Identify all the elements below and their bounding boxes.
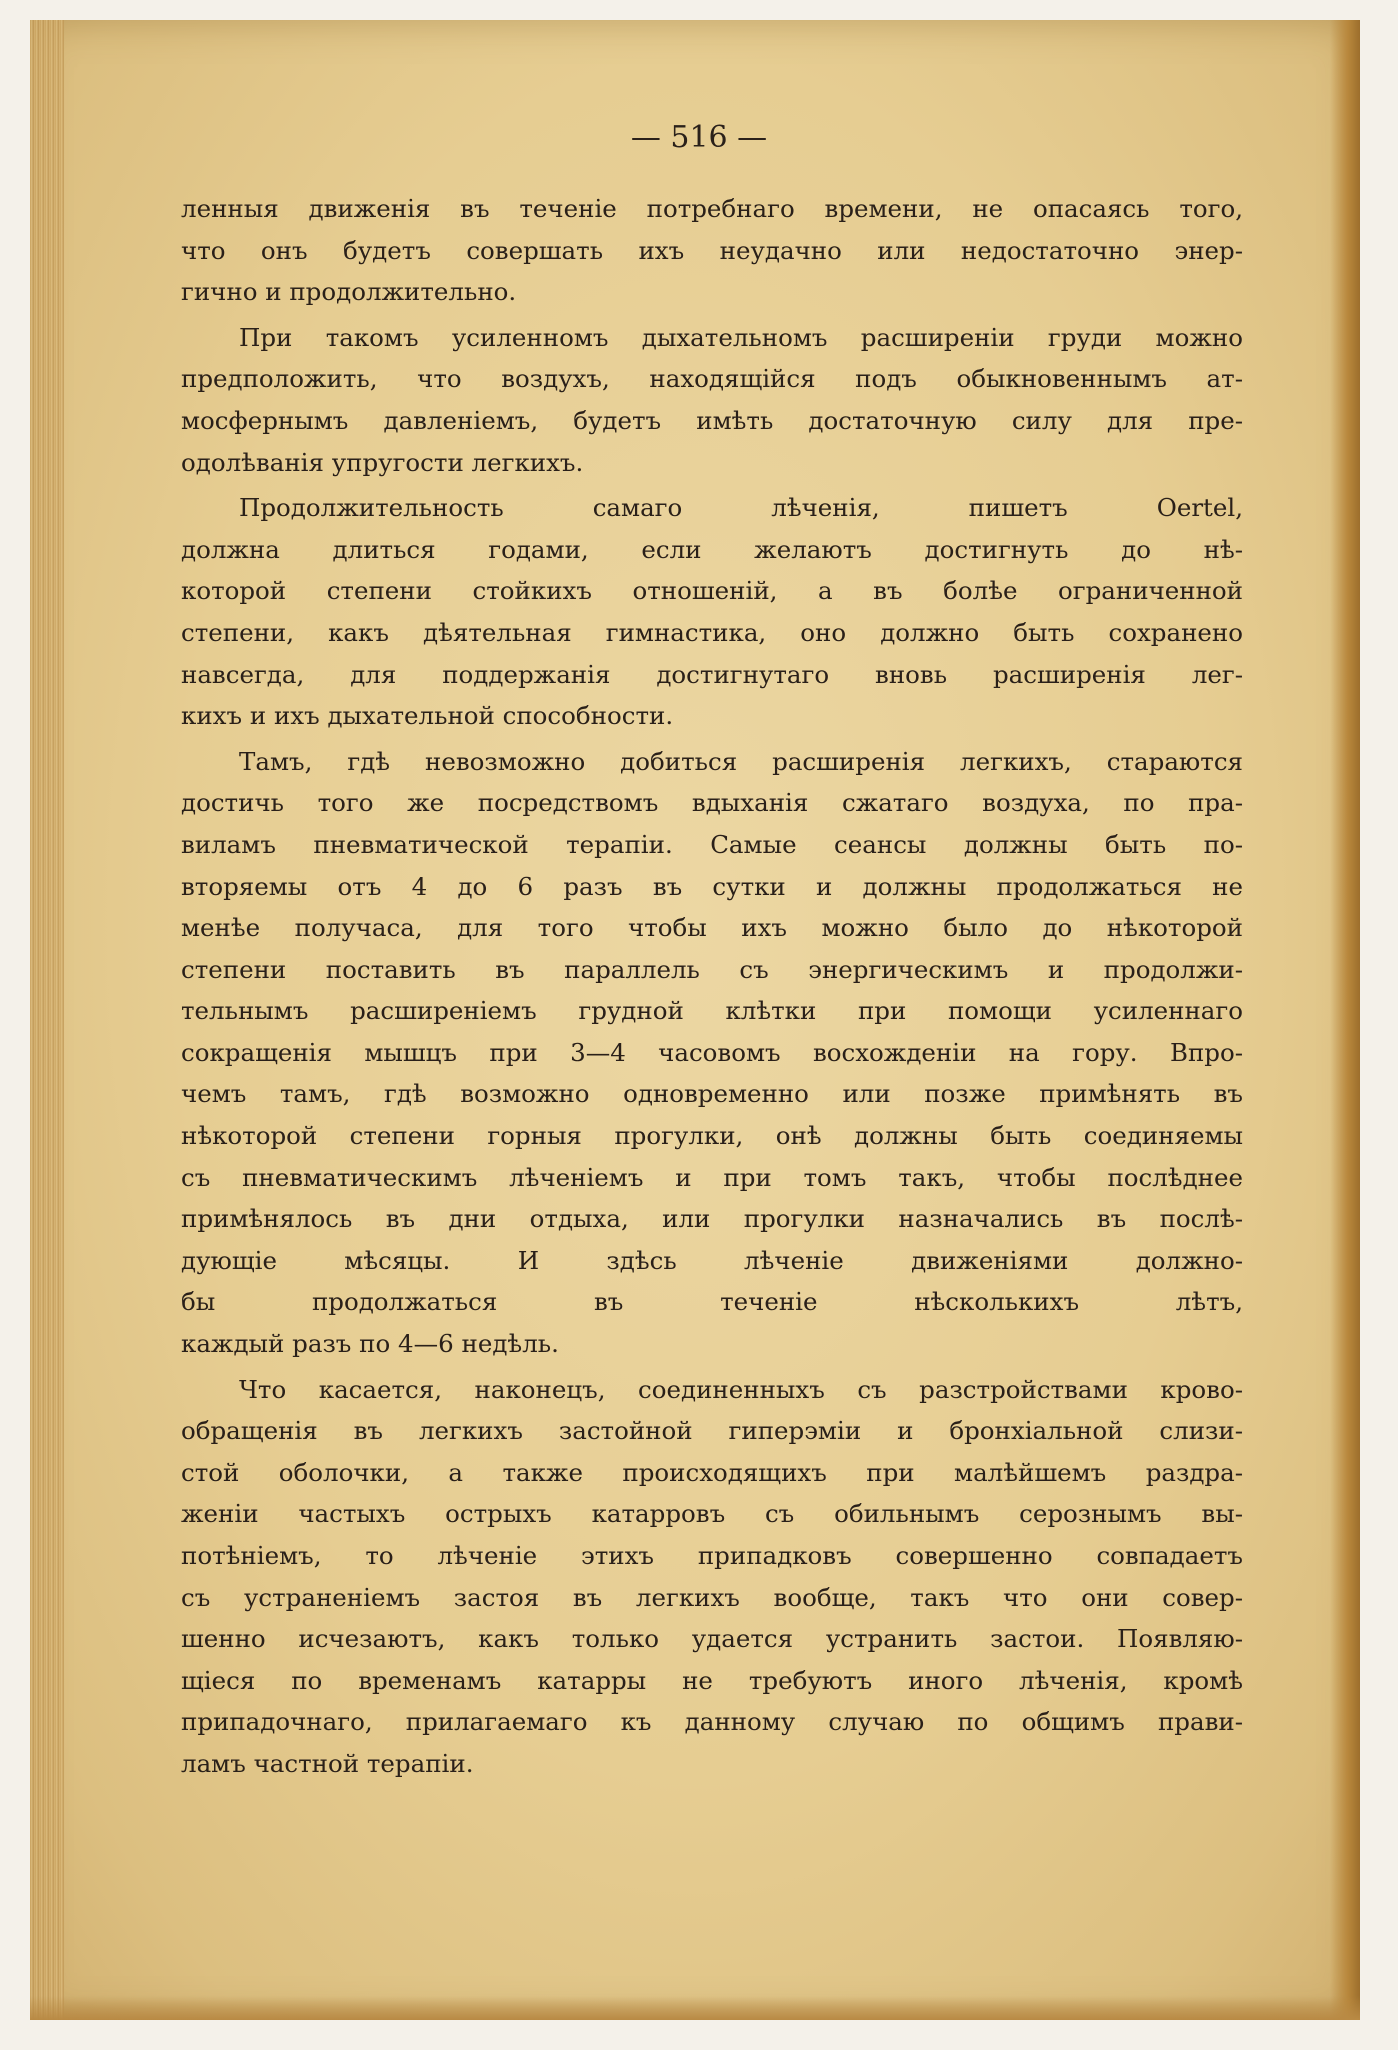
text-line: одолѣванія упругости легкихъ. <box>181 447 584 477</box>
text-line: примѣнялось въ дни отдыха, или прогулки назначались въ послѣ- <box>181 1204 1243 1234</box>
text-line: вторяемы отъ 4 до 6 разъ въ сутки и должны продолжаться не <box>181 871 1243 901</box>
text-line: стой оболочки, а также происходящихъ при малѣйшемъ раздра- <box>181 1457 1243 1487</box>
text-line: потѣніемъ, то лѣченіе этихъ припадковъ совершенно совпадаетъ <box>181 1541 1243 1570</box>
page-number: — 516 — <box>630 120 768 155</box>
text-line: чемъ тамъ, гдѣ возможно одновременно или позже примѣнять въ <box>181 1079 1243 1109</box>
text-line: достичь того же посредствомъ вдыханія сжатаго воздуха, по пра- <box>181 788 1243 818</box>
text-line: ламъ частной терапіи. <box>181 1748 474 1778</box>
text-line: мосфернымъ давленіемъ, будетъ имѣть достаточную силу для пре- <box>181 405 1243 435</box>
text-line: предположить, что воздухъ, находящійся подъ обыкновеннымъ ат- <box>181 364 1243 394</box>
text-line: шенно исчезаютъ, какъ только удается устранить застои. Появляю- <box>181 1624 1243 1654</box>
text-line: степени, какъ дѣятельная гимнастика, оно должно быть сохранено <box>181 617 1243 647</box>
text-line: менѣе получаса, для того чтобы ихъ можно было до нѣкоторой <box>181 913 1243 943</box>
text-line: женіи частыхъ острыхъ катарровъ съ обильнымъ серознымъ вы- <box>181 1499 1243 1529</box>
text-line: припадочнаго, прилагаемаго къ данному случаю по общимъ прави- <box>181 1707 1243 1737</box>
page-stack-edge <box>30 20 64 2020</box>
text-line: съ пневматическимъ лѣченіемъ и при томъ такъ, чтобы послѣднее <box>181 1162 1243 1192</box>
text-line: Продолжительность самаго лѣченія, пишетъ Oertel, <box>239 493 1243 523</box>
text-line: щіеся по временамъ катарры не требуютъ иного лѣченія, кромѣ <box>181 1665 1243 1695</box>
body-text <box>181 188 1243 1789</box>
text-line: должна длиться годами, если желаютъ достигнуть до нѣ- <box>181 534 1243 564</box>
text-line: ленныя движенія въ теченіе потребнаго времени, не опасаясь того, <box>181 194 1243 223</box>
text-line: Что касается, наконецъ, соединенныхъ съ разстройствами крово- <box>239 1374 1243 1404</box>
text-line: которой степени стойкихъ отношеній, а въ болѣе ограниченной <box>181 576 1243 606</box>
text-line: степени поставить въ параллель съ энергическимъ и продолжи- <box>181 954 1243 984</box>
page-bottom-shadow <box>30 1996 1360 2020</box>
text-line: навсегда, для поддержанія достигнутаго вновь расширенія лег- <box>181 659 1243 689</box>
text-line: съ устраненіемъ застоя въ легкихъ вообще, такъ что они совер- <box>181 1582 1243 1612</box>
text-line: виламъ пневматической терапіи. Самые сеансы должны быть по- <box>181 829 1243 859</box>
paragraph <box>181 188 1243 313</box>
paragraph <box>181 487 1243 737</box>
paragraph <box>181 1369 1243 1785</box>
text-line: каждый разъ по 4—6 недѣль. <box>181 1329 559 1359</box>
text-line: тельнымъ расширеніемъ грудной клѣтки при помощи усиленнаго <box>181 996 1243 1026</box>
text-line: гично и продолжительно. <box>181 277 517 307</box>
text-line: нѣкоторой степени горныя прогулки, онѣ должны быть соединяемы <box>181 1121 1243 1151</box>
paragraph <box>181 741 1243 1365</box>
text-line: бы продолжаться въ теченіе нѣсколькихъ лѣтъ, <box>181 1287 1243 1317</box>
text-line: кихъ и ихъ дыхательной способности. <box>181 701 674 731</box>
text-line: При такомъ усиленномъ дыхательномъ расширеніи груди можно <box>239 322 1243 352</box>
text-line: сокращенія мышцъ при 3—4 часовомъ восхожденіи на гору. Впро- <box>181 1037 1243 1067</box>
text-line: обращенія въ легкихъ застойной гиперэміи и бронхіальной слизи- <box>181 1416 1243 1446</box>
text-line: дующіе мѣсяцы. И здѣсь лѣченіе движеніями должно- <box>181 1245 1243 1275</box>
page-right-shadow <box>1330 20 1360 2020</box>
text-line: Тамъ, гдѣ невозможно добиться расширенія легкихъ, стараются <box>239 746 1243 776</box>
text-line: что онъ будетъ совершать ихъ неудачно или недостаточно энер- <box>181 235 1243 265</box>
paragraph <box>181 317 1243 483</box>
